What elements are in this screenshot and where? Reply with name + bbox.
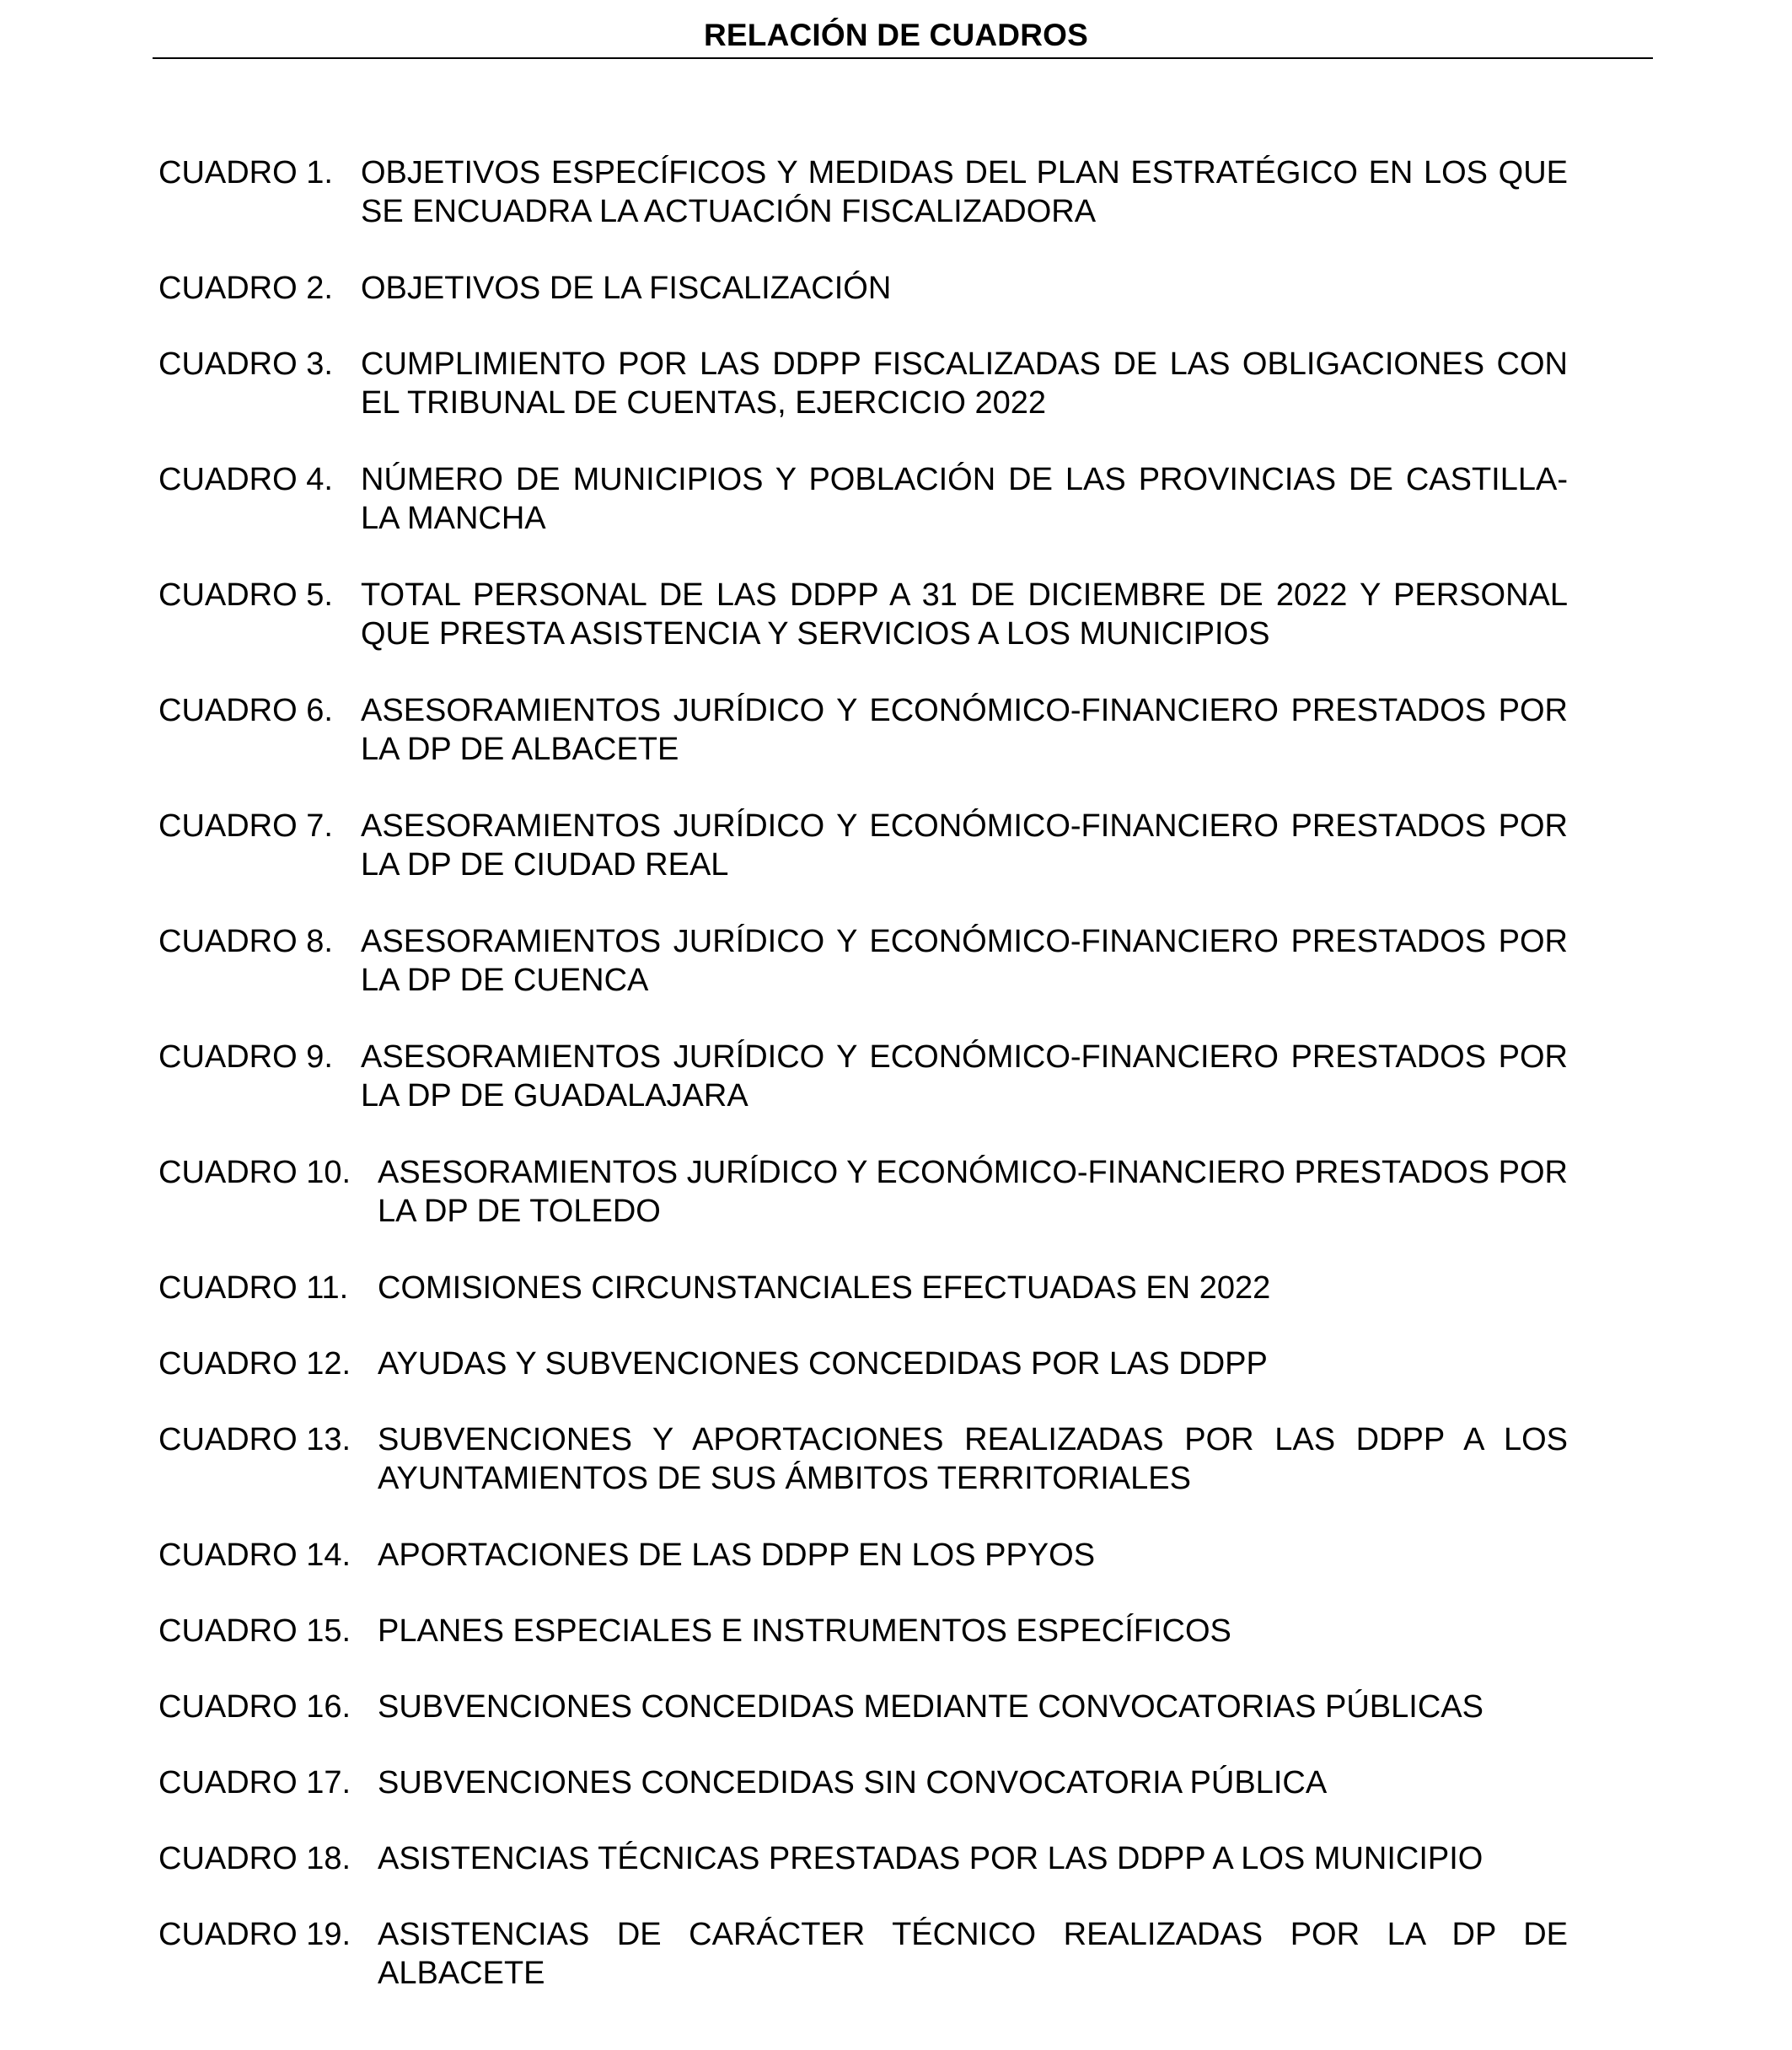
list-item-label: CUADRO 18.: [158, 1841, 351, 1876]
list-item-label: CUADRO 15.: [158, 1613, 351, 1649]
list-item[interactable]: [158, 1763, 1568, 1802]
list-item-text: TOTAL PERSONAL DE LAS DDPP A 31 DE DICIEMBRE DE 2022 Y PERSONAL QUE PRESTA ASISTENCIA Y SERVICIOS A LOS MUNICIPIOS: [361, 577, 1568, 652]
list-item-label: CUADRO 9.: [158, 1039, 333, 1075]
list-item-text: COMISIONES CIRCUNSTANCIALES EFECTUADAS EN 2022: [378, 1270, 1271, 1306]
list-item[interactable]: [158, 807, 1568, 884]
list-item[interactable]: [158, 1420, 1568, 1498]
list-item[interactable]: [158, 1153, 1568, 1231]
list-item-text: ASESORAMIENTOS JURÍDICO Y ECONÓMICO-FINANCIERO PRESTADOS POR LA DP DE TOLEDO: [378, 1155, 1568, 1229]
list-item-text: ASESORAMIENTOS JURÍDICO Y ECONÓMICO-FINANCIERO PRESTADOS POR LA DP DE CUENCA: [361, 924, 1568, 998]
list-item-label: CUADRO 8.: [158, 924, 333, 959]
list-item-label: CUADRO 6.: [158, 693, 333, 728]
list-item[interactable]: [158, 153, 1568, 231]
list-item[interactable]: [158, 922, 1568, 1000]
list-item-text: OBJETIVOS ESPECÍFICOS Y MEDIDAS DEL PLAN ESTRATÉGICO EN LOS QUE SE ENCUADRA LA ACTUACIÓN FISCALIZADORA: [361, 155, 1568, 229]
list-item-text: ASISTENCIAS TÉCNICAS PRESTADAS POR LAS DDPP A LOS MUNICIPIO: [378, 1841, 1483, 1876]
list-item-label: CUADRO 5.: [158, 577, 333, 613]
list-item-label: CUADRO 1.: [158, 155, 333, 191]
list-item[interactable]: [158, 1536, 1568, 1575]
list-item-label: CUADRO 13.: [158, 1422, 351, 1457]
list-item[interactable]: [158, 1915, 1568, 1993]
list-item-label: CUADRO 19.: [158, 1917, 351, 1952]
list-item-label: CUADRO 16.: [158, 1689, 351, 1725]
list-item-text: NÚMERO DE MUNICIPIOS Y POBLACIÓN DE LAS PROVINCIAS DE CASTILLA-LA MANCHA: [361, 462, 1568, 536]
list-item-label: CUADRO 14.: [158, 1538, 351, 1573]
list-item-text: SUBVENCIONES CONCEDIDAS SIN CONVOCATORIA PÚBLICA: [378, 1765, 1328, 1800]
list-item-text: ASESORAMIENTOS JURÍDICO Y ECONÓMICO-FINANCIERO PRESTADOS POR LA DP DE ALBACETE: [361, 693, 1568, 767]
list-item-text: APORTACIONES DE LAS DDPP EN LOS PPYOS: [378, 1538, 1096, 1573]
list-item-text: CUMPLIMIENTO POR LAS DDPP FISCALIZADAS DE LAS OBLIGACIONES CON EL TRIBUNAL DE CUENTAS, EJERCICIO 2022: [361, 346, 1568, 421]
list-item-label: CUADRO 7.: [158, 808, 333, 844]
list-item-text: ASESORAMIENTOS JURÍDICO Y ECONÓMICO-FINANCIERO PRESTADOS POR LA DP DE GUADALAJARA: [361, 1039, 1568, 1114]
list-item-label: CUADRO 12.: [158, 1346, 351, 1382]
list-item[interactable]: [158, 691, 1568, 769]
title-divider: [153, 57, 1653, 59]
list-item[interactable]: [158, 460, 1568, 538]
table-of-figures-list: [158, 153, 1568, 2031]
list-item[interactable]: [158, 1038, 1568, 1115]
list-item[interactable]: [158, 345, 1568, 422]
list-item[interactable]: [158, 1269, 1568, 1307]
list-item-text: SUBVENCIONES Y APORTACIONES REALIZADAS POR LAS DDPP A LOS AYUNTAMIENTOS DE SUS ÁMBITOS TERRITORIALES: [378, 1422, 1568, 1496]
list-item[interactable]: [158, 576, 1568, 653]
list-item-text: OBJETIVOS DE LA FISCALIZACIÓN: [361, 271, 892, 306]
list-item[interactable]: [158, 269, 1568, 308]
list-item[interactable]: [158, 1344, 1568, 1383]
list-item-label: CUADRO 3.: [158, 346, 333, 382]
list-item[interactable]: [158, 1839, 1568, 1878]
list-item-label: CUADRO 4.: [158, 462, 333, 497]
list-item-text: SUBVENCIONES CONCEDIDAS MEDIANTE CONVOCATORIAS PÚBLICAS: [378, 1689, 1483, 1725]
list-item-text: AYUDAS Y SUBVENCIONES CONCEDIDAS POR LAS DDPP: [378, 1346, 1268, 1382]
list-item-label: CUADRO 11.: [158, 1270, 349, 1306]
page-title: RELACIÓN DE CUADROS: [703, 18, 1089, 52]
list-item-label: CUADRO 17.: [158, 1765, 351, 1800]
list-item[interactable]: [158, 1612, 1568, 1650]
list-item-label: CUADRO 2.: [158, 271, 333, 306]
list-item-label: CUADRO 10.: [158, 1155, 351, 1190]
list-item-text: ASISTENCIAS DE CARÁCTER TÉCNICO REALIZADAS POR LA DP DE ALBACETE: [378, 1917, 1568, 1991]
list-item-text: PLANES ESPECIALES E INSTRUMENTOS ESPECÍFICOS: [378, 1613, 1231, 1649]
list-item-text: ASESORAMIENTOS JURÍDICO Y ECONÓMICO-FINANCIERO PRESTADOS POR LA DP DE CIUDAD REAL: [361, 808, 1568, 883]
list-item[interactable]: [158, 1688, 1568, 1726]
